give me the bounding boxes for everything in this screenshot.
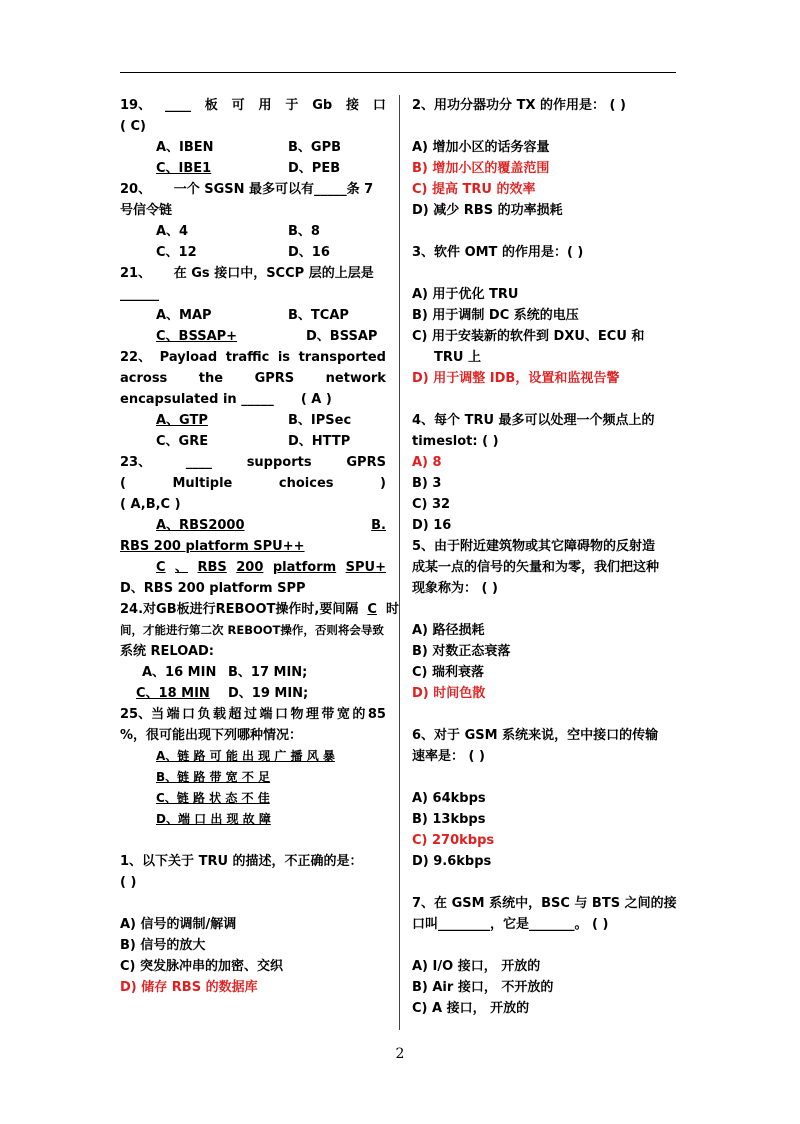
q7-option-c: C) A 接口， 开放的 <box>412 1001 530 1016</box>
q5-option-a: A) 路径损耗 <box>412 623 485 638</box>
q25-option-b: B、链 路 带 宽 不 足 <box>156 770 271 784</box>
q4-stem: 4、每个 TRU 最多可以处理一个频点上的 <box>412 413 655 428</box>
q21-stem: 21、 在 Gs 接口中，SCCP 层的上层是 <box>120 266 374 281</box>
q19-stem: 19、 ____ 板 可 用 于 Gb 接 口 <box>120 98 386 113</box>
q2-stem: 2、用功分器功分 TX 的作用是： ( ) <box>412 98 626 113</box>
q24-options-ab: A、16 MIN B、17 MIN; <box>142 665 308 680</box>
q25-option-a: A、链 路 可 能 出 现 广 播 风 暴 <box>156 749 335 763</box>
q22-stem: 22、 Payload traffic is transported <box>120 350 386 365</box>
q20-stem: 20、 一个 SGSN 最多可以有_____条 7 <box>120 182 374 197</box>
q23-stem-2: ( Multiple choices ) <box>120 476 386 491</box>
q6-option-a: A) 64kbps <box>412 791 486 806</box>
q24-stem: 24.对GB板进行REBOOT操作时,要间隔 C 时 <box>120 602 400 617</box>
q19-options-ab: A、IBEN B、GPB <box>156 140 342 155</box>
header-rule <box>120 72 676 73</box>
q6-option-b: B) 13kbps <box>412 812 486 827</box>
q25-option-d: D、端 口 出 现 故 障 <box>156 812 271 826</box>
q7-option-a: A) I/O 接口， 开放的 <box>412 959 541 974</box>
q6-stem-2: 速率是： ( ) <box>412 749 485 764</box>
q20-stem-2: 号信令链 <box>120 203 173 218</box>
q2-option-a: A) 增加小区的话务容量 <box>412 140 550 155</box>
q7-option-b: B) Air 接口， 不开放的 <box>412 980 554 995</box>
q23-answer: ( A,B,C ) <box>120 497 181 512</box>
q1-option-d: D) 储存 RBS 的数据库 <box>120 980 258 995</box>
q3-option-c-cont: TRU 上 <box>434 350 481 365</box>
q22-stem-3: encapsulated in _____ ( A ) <box>120 392 332 407</box>
q2-option-c: C) 提高 TRU 的效率 <box>412 182 536 197</box>
q5-stem-3: 现象称为： ( ) <box>412 581 498 596</box>
q25-stem-2: %，很可能出现下列哪种情况： <box>120 728 303 743</box>
q25-stem: 25、当 端 口 负 载 超 过 端 口 物 理 带 宽 的 85 <box>120 707 386 722</box>
q4-option-d: D) 16 <box>412 518 452 533</box>
right-column <box>412 95 680 1019</box>
q3-stem: 3、软件 OMT 的作用是：( ) <box>412 245 584 260</box>
q1-stem-2: ( ) <box>120 875 137 890</box>
q24-options-cd: C、18 MIN D、19 MIN; <box>136 686 309 701</box>
q20-options-ab: A、4 B、8 <box>156 224 320 239</box>
q4-stem-2: timeslot: ( ) <box>412 434 499 449</box>
q4-option-a: A) 8 <box>412 455 442 470</box>
q2-option-b: B) 增加小区的覆盖范围 <box>412 161 550 176</box>
q24-stem-2: 间，才能进行第二次 REBOOT操作，否则将会导致 <box>120 623 384 637</box>
q5-stem: 5、由于附近建筑物或其它障碍物的反射造 <box>412 539 656 554</box>
q21-options-cd: C、BSSAP+ D、BSSAP <box>156 329 378 344</box>
q6-stem: 6、对于 GSM 系统来说，空中接口的传输 <box>412 728 659 743</box>
q7-stem: 7、在 GSM 系统中，BSC 与 BTS 之间的接 <box>412 896 677 911</box>
q22-options-cd: C、GRE D、HTTP <box>156 434 351 449</box>
q4-option-b: B) 3 <box>412 476 442 491</box>
q6-option-d: D) 9.6kbps <box>412 854 492 869</box>
q20-options-cd: C、12 D、16 <box>156 245 330 260</box>
column-divider <box>399 95 400 1030</box>
q23-option-a: A、RBS2000 B. <box>156 518 386 533</box>
q19-answer: ( C) <box>120 119 146 134</box>
q5-option-b: B) 对数正态衰落 <box>412 644 511 659</box>
q1-option-b: B) 信号的放大 <box>120 938 206 953</box>
q23-option-d: D、RBS 200 platform SPP <box>120 581 306 596</box>
q6-option-c: C) 270kbps <box>412 833 495 848</box>
q5-option-d: D) 时间色散 <box>412 686 486 701</box>
q24-stem-3: 系统 RELOAD: <box>120 644 214 659</box>
q3-option-c: C) 用于安装新的软件到 DXU、ECU 和 <box>412 329 645 344</box>
q22-stem-2: across the GPRS network <box>120 371 386 386</box>
q5-option-c: C) 瑞利衰落 <box>412 665 485 680</box>
q1-option-a: A) 信号的调制/解调 <box>120 917 237 932</box>
q7-stem-2: 口叫________，它是_______。 ( ) <box>412 917 609 932</box>
left-column <box>120 95 400 998</box>
q1-stem: 1、以下关于 TRU 的描述，不正确的是： <box>120 854 363 869</box>
q22-options-ab: A、GTP B、IPSec <box>156 413 352 428</box>
q25-option-c: C、链 路 状 态 不 佳 <box>156 791 270 805</box>
q3-option-b: B) 用于调制 DC 系统的电压 <box>412 308 579 323</box>
q5-stem-2: 成某一点的信号的矢量和为零，我们把这种 <box>412 560 660 575</box>
q4-option-c: C) 32 <box>412 497 451 512</box>
q2-option-d: D) 减少 RBS 的功率损耗 <box>412 203 563 218</box>
q23-option-c: C 、 RBS 200 platform SPU+ <box>156 560 386 575</box>
q3-option-a: A) 用于优化 TRU <box>412 287 519 302</box>
q23-option-b: RBS 200 platform SPU++ <box>120 539 305 554</box>
q19-options-cd: C、IBE1 D、PEB <box>156 161 341 176</box>
q21-options-ab: A、MAP B、TCAP <box>156 308 349 323</box>
q23-stem: 23、 ____ supports GPRS <box>120 455 386 470</box>
q21-blank: ______ <box>120 287 159 302</box>
q3-option-d: D) 用于调整 IDB，设置和监视告警 <box>412 371 620 386</box>
q1-option-c: C) 突发脉冲串的加密、交织 <box>120 959 284 974</box>
page-number: 2 <box>395 1046 405 1062</box>
